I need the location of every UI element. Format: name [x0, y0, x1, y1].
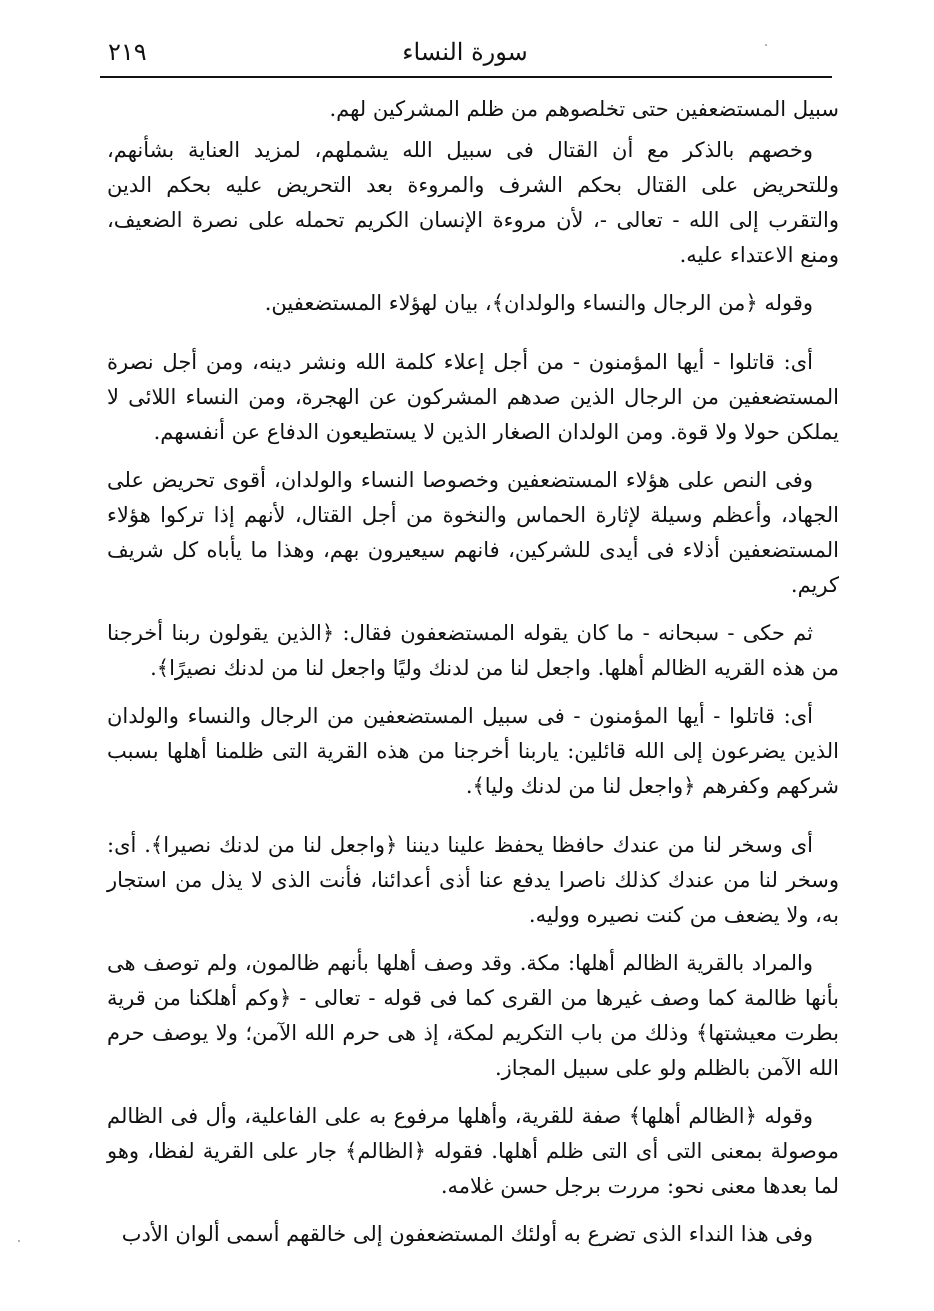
paragraph: أى وسخر لنا من عندك حافظا يحفظ علينا ديننا ﴿واجعل لنا من لدنك نصيرا﴾. أى: وسخر لنا من عندك كذلك ناصرا يدفع عنا أذى أعدائنا، فأنت الذى لا يذل من استجار به، ولا يضعف من كنت نصيره ووليه.	[107, 833, 839, 927]
page-number: ٢١٩	[108, 38, 147, 66]
header-divider	[100, 76, 832, 78]
page-body	[107, 92, 839, 1265]
scan-speck	[18, 1240, 20, 1242]
paragraph: والمراد بالقرية الظالم أهلها: مكة. وقد وصف أهلها بأنهم ظالمون، ولم توصف هى بأنها ظالمة كما وصف غيرها من القرى كما فى قوله - تعالى - ﴿وكم أهلكنا من قرية بطرت معيشتها﴾ وذلك من باب التكريم لمكة، إذ هى حرم الله الآمن؛ ولا يوصف حرم الله الآمن بالظلم ولو على سبيل المجاز.	[107, 951, 839, 1080]
page-header	[100, 36, 830, 76]
sura-title: سورة النساء	[402, 38, 528, 66]
scan-speck	[765, 44, 767, 46]
paragraph: سبيل المستضعفين حتى تخلصوهم من ظلم المشركين لهم.	[329, 97, 839, 121]
paragraph: أى: قاتلوا - أيها المؤمنون - فى سبيل المستضعفين من الرجال والنساء والولدان الذين يضرعون إلى الله قائلين: ياربنا أخرجنا من هذه القرية التى ظلمنا أهلها بسبب شركهم وكفرهم ﴿واجعل لنا من لدنك وليا﴾.	[107, 704, 839, 798]
paragraph: وقوله ﴿من الرجال والنساء والولدان﴾، بيان لهؤلاء المستضعفين.	[264, 291, 813, 315]
paragraph: ثم حكى - سبحانه - ما كان يقوله المستضعفون فقال: ﴿الذين يقولون ربنا أخرجنا من هذه القريه الظالم أهلها. واجعل لنا من لدنك وليًا واجعل لنا من لدنك نصيرًا﴾.	[107, 621, 839, 680]
paragraph: وفى النص على هؤلاء المستضعفين وخصوصا النساء والولدان، أقوى تحريض على الجهاد، وأعظم وسيلة لإثارة الحماس والنخوة من أجل القتال، لأنهم إذا تركوا هؤلاء المستضعفين أذلاء فى أيدى للشركين، فانهم سيعيرون بهم، وهذا ما يأباه كل شريف كريم.	[107, 468, 839, 597]
paragraph: أى: قاتلوا - أيها المؤمنون - من أجل إعلاء كلمة الله ونشر دينه، ومن أجل نصرة المستضعفين من الرجال الذين صدهم المشركون عن الهجرة، ومن النساء اللائى لا يملكن حولا ولا قوة. ومن الولدان الصغار الذين لا يستطيعون الدفاع عن أنفسهم.	[107, 350, 839, 444]
paragraph: وفى هذا النداء الذى تضرع به أولئك المستضعفون إلى خالقهم أسمى ألوان الأدب	[121, 1222, 813, 1246]
paragraph: وخصهم بالذكر مع أن القتال فى سبيل الله يشملهم، لمزيد العناية بشأنهم، وللتحريض على القتال بحكم الشرف والمروءة بعد التحريض عليه بحكم الدين والتقرب إلى الله - تعالى -، لأن مروءة الإنسان الكريم تحمله على نصرة الضعيف، ومنع الاعتداء عليه.	[107, 138, 839, 267]
paragraph: وقوله ﴿الظالم أهلها﴾ صفة للقرية، وأهلها مرفوع به على الفاعلية، وأل فى الظالم موصولة بمعنى التى أى التى ظلم أهلها. فقوله ﴿الظالم﴾ جار على القرية لفظا، وهو لما بعدها معنى نحو: مررت برجل حسن غلامه.	[107, 1104, 839, 1198]
